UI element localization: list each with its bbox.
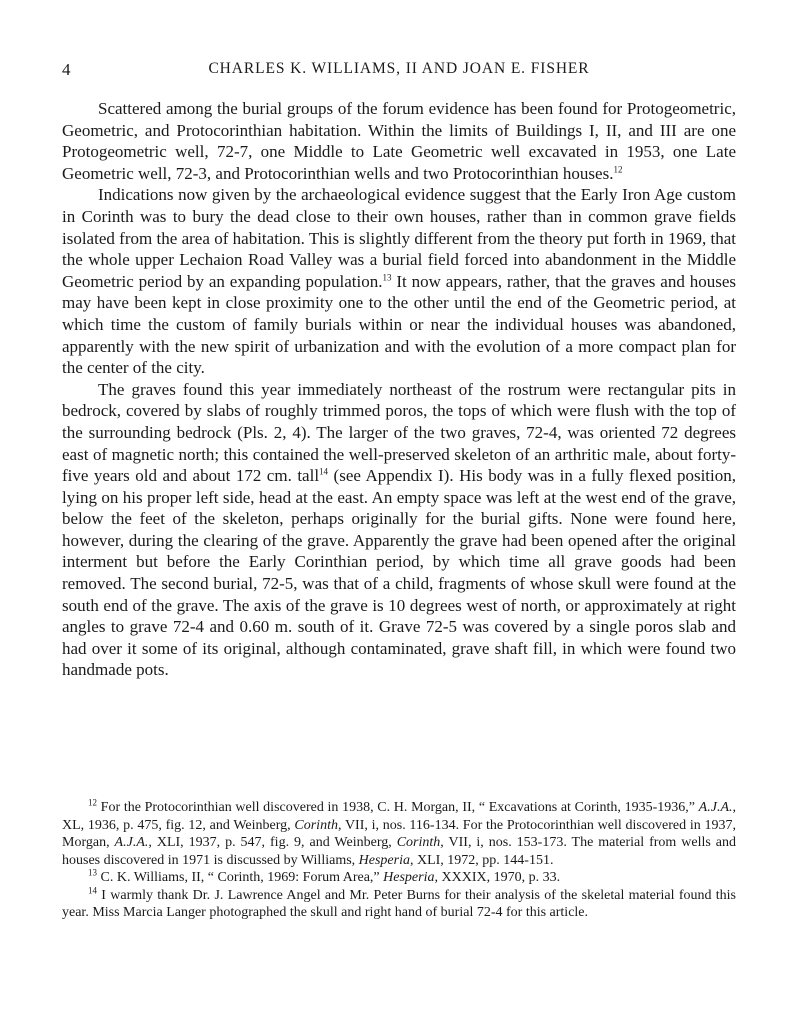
running-head: CHARLES K. WILLIAMS, II AND JOAN E. FISHER — [208, 60, 590, 77]
citation-journal: Hesperia — [383, 870, 435, 885]
footnote-13-text: , XXXIX, 1970, p. 33. — [434, 870, 561, 885]
footnote-14 — [62, 884, 736, 922]
footnote-13 — [62, 869, 736, 887]
paragraph-3-text-b: (see Appendix I). His body was in a fully flexed position, lying on his proper left side, head at the east. An empty space was left at the west end of the grave, below the feet of the skeleton, perhaps originally for the burial gifts. None were found here, however, during the clearing of the grave. Apparently the grave had been opened after the original interment but before the Early Corinthian period, by which time all grave goods had been removed. The second burial, 72-5, was that of a child, fragments of whose skull were found at the south end of the grave. The axis of the grave is 10 degrees west of north, or approximately at right angles to grave 72-4 and 0.60 m. south of it. Grave 72-5 was covered by a single poros slab and had over it some of its original, although contaminated, grave shaft fill, in which were found two handmade pots. — [62, 466, 736, 680]
paragraph-2-text-b: It now appears, rather, that the graves and houses may have been kept in close proximity one to the other until the end of the Geometric period, at which time the custom of family burials within or near the individual houses was abandoned, apparently with the new spirit of urbanization and with the evolution of a more compact plan for the center of the city. — [62, 271, 736, 378]
footnote-ref-12: 12 — [613, 164, 623, 175]
footnote-12 — [62, 799, 736, 869]
paragraph-2 — [62, 184, 736, 378]
footnote-13-number: 13 — [88, 867, 97, 878]
citation-series: Corinth — [294, 817, 338, 833]
footnote-14-number: 14 — [88, 884, 97, 895]
footnote-12-text: , XLI, 1972, pp. 144-151. — [409, 852, 554, 868]
paragraph-2-text-a: Indications now given by the archaeological evidence suggest that the Early Iron Age custom in Corinth was to bury the dead close to their own houses, rather than in common grave fields isolated from the area of habitation. This is slightly different from the theory put forth in 1969, that the whole upper Lechaion Road Valley was a burial field forced into abandonment in the Middle Geometric period by an expanding population. — [62, 185, 736, 291]
footnote-12-text: , VII, i, nos. 116-134. For the Protocorinthian well discovered in 1937, Morgan, — [62, 817, 737, 850]
paragraph-1-text: Scattered among the burial groups of the forum evidence has been found for Protogeometric, Geometric, and Protocorinthian habitation. Within the limits of Buildings I, II, and III are one Protogeometric well, 72-7, one Middle to Late Geometric well excavated in 1953, one Late Geometric well, 72-3, and Protocorinthian wells and two Protocorinthian houses. — [62, 99, 736, 183]
footnotes — [62, 799, 736, 922]
citation-journal: A.J.A. — [698, 800, 733, 815]
citation-journal: A.J.A. — [114, 835, 149, 850]
paragraph-1 — [62, 98, 736, 184]
paragraph-3-text-a: The graves found this year immediately northeast of the rostrum were rectangular pits in bedrock, covered by slabs of roughly trimmed poros, the tops of which were flush with the top of the surrounding bedrock (Pls. 2, 4). The larger of the two graves, 72-4, was oriented 72 degrees east of magnetic north; this contained the well-preserved skeleton of an arthritic male, about forty-five years old and about 172 cm. tall — [62, 379, 736, 486]
page-number: 4 — [62, 60, 71, 79]
paragraph-3 — [62, 379, 736, 681]
footnote-12-text: , VII, i, nos. 153-173. The material from wells and houses discovered in 1971 is discussed by Williams, — [62, 835, 737, 868]
footnote-12-text: , XL, 1936, p. 475, fig. 12, and Weinberg, — [62, 800, 736, 833]
footnote-13-text: C. K. Williams, II, “ Corinth, 1969: Forum Area,” — [97, 870, 384, 885]
citation-series: Corinth — [396, 835, 441, 850]
footnote-ref-13: 13 — [382, 272, 392, 283]
page-header — [62, 60, 736, 84]
footnote-12-text: For the Protocorinthian well discovered in 1938, C. H. Morgan, II, “ Excavations at Corinth, 1935-1936,” — [97, 800, 699, 815]
body-text — [62, 98, 736, 681]
footnote-14-text: I warmly thank Dr. J. Lawrence Angel and Mr. Peter Burns for their analysis of the skeletal material found this year. Miss Marcia Langer photographed the skull and right hand of burial 72-4 for this article. — [62, 887, 736, 920]
footnote-12-text: , XLI, 1937, p. 547, fig. 9, and Weinberg, — [148, 835, 397, 850]
citation-journal: Hesperia — [358, 852, 410, 868]
footnote-12-number: 12 — [88, 797, 97, 808]
footnote-ref-14: 14 — [319, 466, 329, 477]
